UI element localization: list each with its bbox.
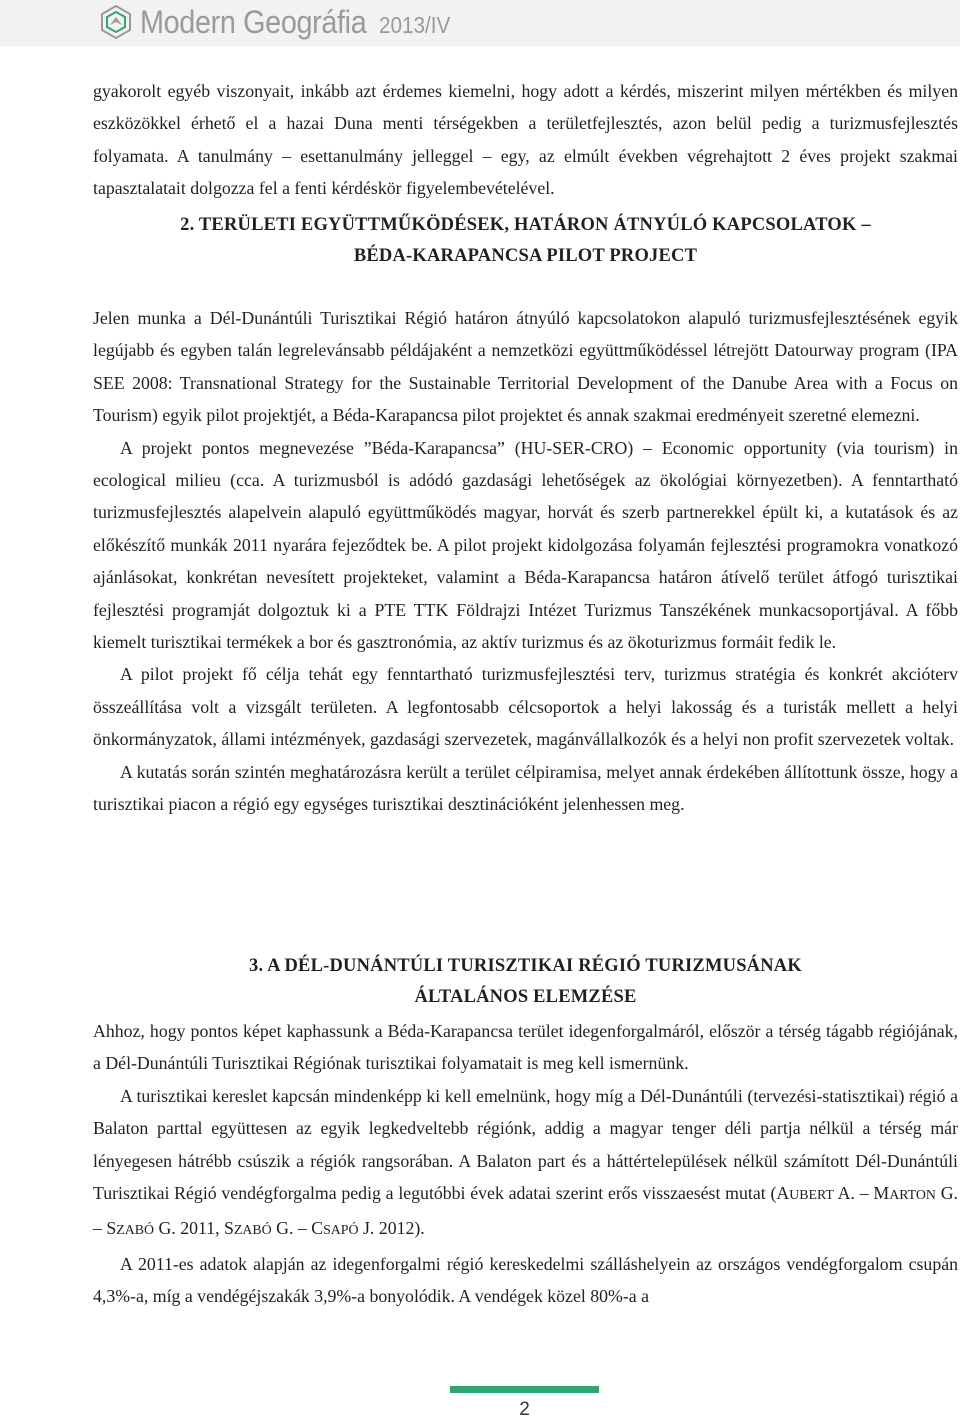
section-3-paragraph-2: [93, 1080, 958, 1248]
page-number: 2: [519, 1399, 530, 1420]
section-2-paragraph-4: A kutatás során szintén meghatározásra került a terület célpiramisa, melyet annak érdekében állítottunk össze, hogy a turisztikai piacon a régió egy egységes turisztikai desztinációként jelenhessen meg.: [93, 761, 958, 815]
section-2-paragraph-3: A pilot projekt fő célja tehát egy fenntartható turizmusfejlesztési terv, turizmus stratégia és konkrét akcióterv összeállítása volt a vizsgált területen. A legfontosabb célcsoportok a helyi lakosság és a turisták mellett a helyi önkormányzatok, állami intézmények, gazdasági szervezetek, magánvállalkozók és a helyi non profit szervezetek voltak.: [93, 664, 958, 750]
section-3-paragraph-3: A 2011-es adatok alapján az idegenforgalmi régió kereskedelmi szálláshelyein az országos vendégforgalom csupán 4,3%-a, míg a vendégéjszakák 3,9%-a bonyolódik. A vendégek közel 80%-a a: [93, 1253, 958, 1307]
section-3-heading: [93, 951, 958, 1013]
section-2-body: [93, 302, 958, 821]
citation-author-5: CSAPÓ J. 2012).: [311, 1218, 425, 1239]
section-2-heading: [93, 210, 958, 272]
journal-issue: 2013/IV: [379, 12, 451, 38]
section-3-heading-line1: 3. A DÉL-DUNÁNTÚLI TURISZTIKAI RÉGIÓ TURIZMUSÁNAK: [249, 956, 802, 976]
citation-author-1: AUBERT A. –: [776, 1183, 874, 1204]
section-2-paragraph-1: Jelen munka a Dél-Dunántúli Turisztikai Régió határon átnyúló kapcsolatokon alapuló turizmusfejlesztésének egyik legújabb és egyben talán legrelevánsabb példájaként a nemzetközi együttműködéssel létrejött Datourway program (IPA SEE 2008: Transnational Strategy for the Sustainable Territorial Development of the Danube Area with a Focus on Tourism) egyik pilot projektjét, a Béda-Karapancsa pilot projektet és annak szakmai eredményeit szeretné elemezni.: [93, 308, 958, 426]
citation-author-2: MARTON G. –: [93, 1183, 958, 1239]
section-3-paragraph-1: Ahhoz, hogy pontos képet kaphassunk a Béda-Karapancsa terület idegenforgalmáról, először a térség tágabb régiójának, a Dél-Dunántúli Turisztikai Régiónak turisztikai folyamatait is meg kell ismernünk.: [93, 1021, 958, 1074]
journal-header: [0, 0, 960, 46]
citation-author-3: SZABÓ G. 2011,: [106, 1218, 224, 1239]
footer-accent-bar: [450, 1386, 599, 1393]
intro-paragraph: gyakorolt egyéb viszonyait, inkább azt érdemes kiemelni, hogy adott a kérdés, miszerint milyen mértékben és milyen eszközökkel érhető el a hazai Duna menti térségekben a területfejlesztés, azon belül pedig a turizmusfejlesztés folyamata. A tanulmány – esettanulmány jelleggel – egy, az elmúlt években végrehajtott 2 éves projekt szakmai tapasztalatait dolgozza fel a fenti kérdéskör figyelembevételével.: [93, 81, 958, 199]
section-3-body: [93, 1015, 958, 1313]
section-3-heading-line2: ÁLTALÁNOS ELEMZÉSE: [414, 987, 637, 1007]
section-2-paragraph-2: A projekt pontos megnevezése ”Béda-Karapancsa” (HU-SER-CRO) – Economic opportunity (via tourism) in ecological milieu (cca. A turizmusból is adódó gazdasági lehetőségek az ökológiai környezetben). A fenntartható turizmusfejlesztés alapelvein alapuló együttműködés magyar, horvát és szerb partnerekkel épült ki, a kutatások és az előkészítő munkák 2011 nyarára fejeződtek be. A pilot projekt kidolgozása folyamán fejlesztési programokra vonatkozó ajánlásokat, konkrétan nevesített projekteket, valamint a Béda-Karapancsa határon átívelő terület átfogó turisztikai fejlesztési programját dolgoztuk ki a PTE TTK Földrajzi Intézet Turizmus Tanszékének munkacsoportjával. A főbb kiemelt turisztikai termékek a bor és gasztronómia, az aktív turizmus és az ökoturizmus formáit fedik le.: [93, 437, 958, 653]
section-2-heading-line2: BÉDA-KARAPANCSA PILOT PROJECT: [353, 246, 698, 266]
journal-logo-icon: [101, 5, 131, 39]
section-3-paragraph-2-text: A turisztikai kereslet kapcsán mindenképp ki kell emelnünk, hogy míg a Dél-Dunántúli (tervezési-statisztikai) régió a Balaton parttal együttesen az egyik legkedveltebb régiónk, addig a magyar tenger déli partja nélkül a térség már lényegesen hátrébb csúszik a régiók rangsorában. A Balaton part és a háttértelepülések nélkül számított Dél-Dunántúli Turisztikai Régió vendégforgalma pedig a legutóbbi évek adatai szerint erős visszaesést mutat (: [93, 1085, 958, 1204]
section-2-heading-line1: 2. TERÜLETI EGYÜTTMŰKÖDÉSEK, HATÁRON ÁTNYÚLÓ KAPCSOLATOK –: [180, 215, 871, 235]
journal-title: Modern Geográfia: [140, 4, 367, 40]
citation-author-4: SZABÓ G. –: [224, 1218, 312, 1239]
